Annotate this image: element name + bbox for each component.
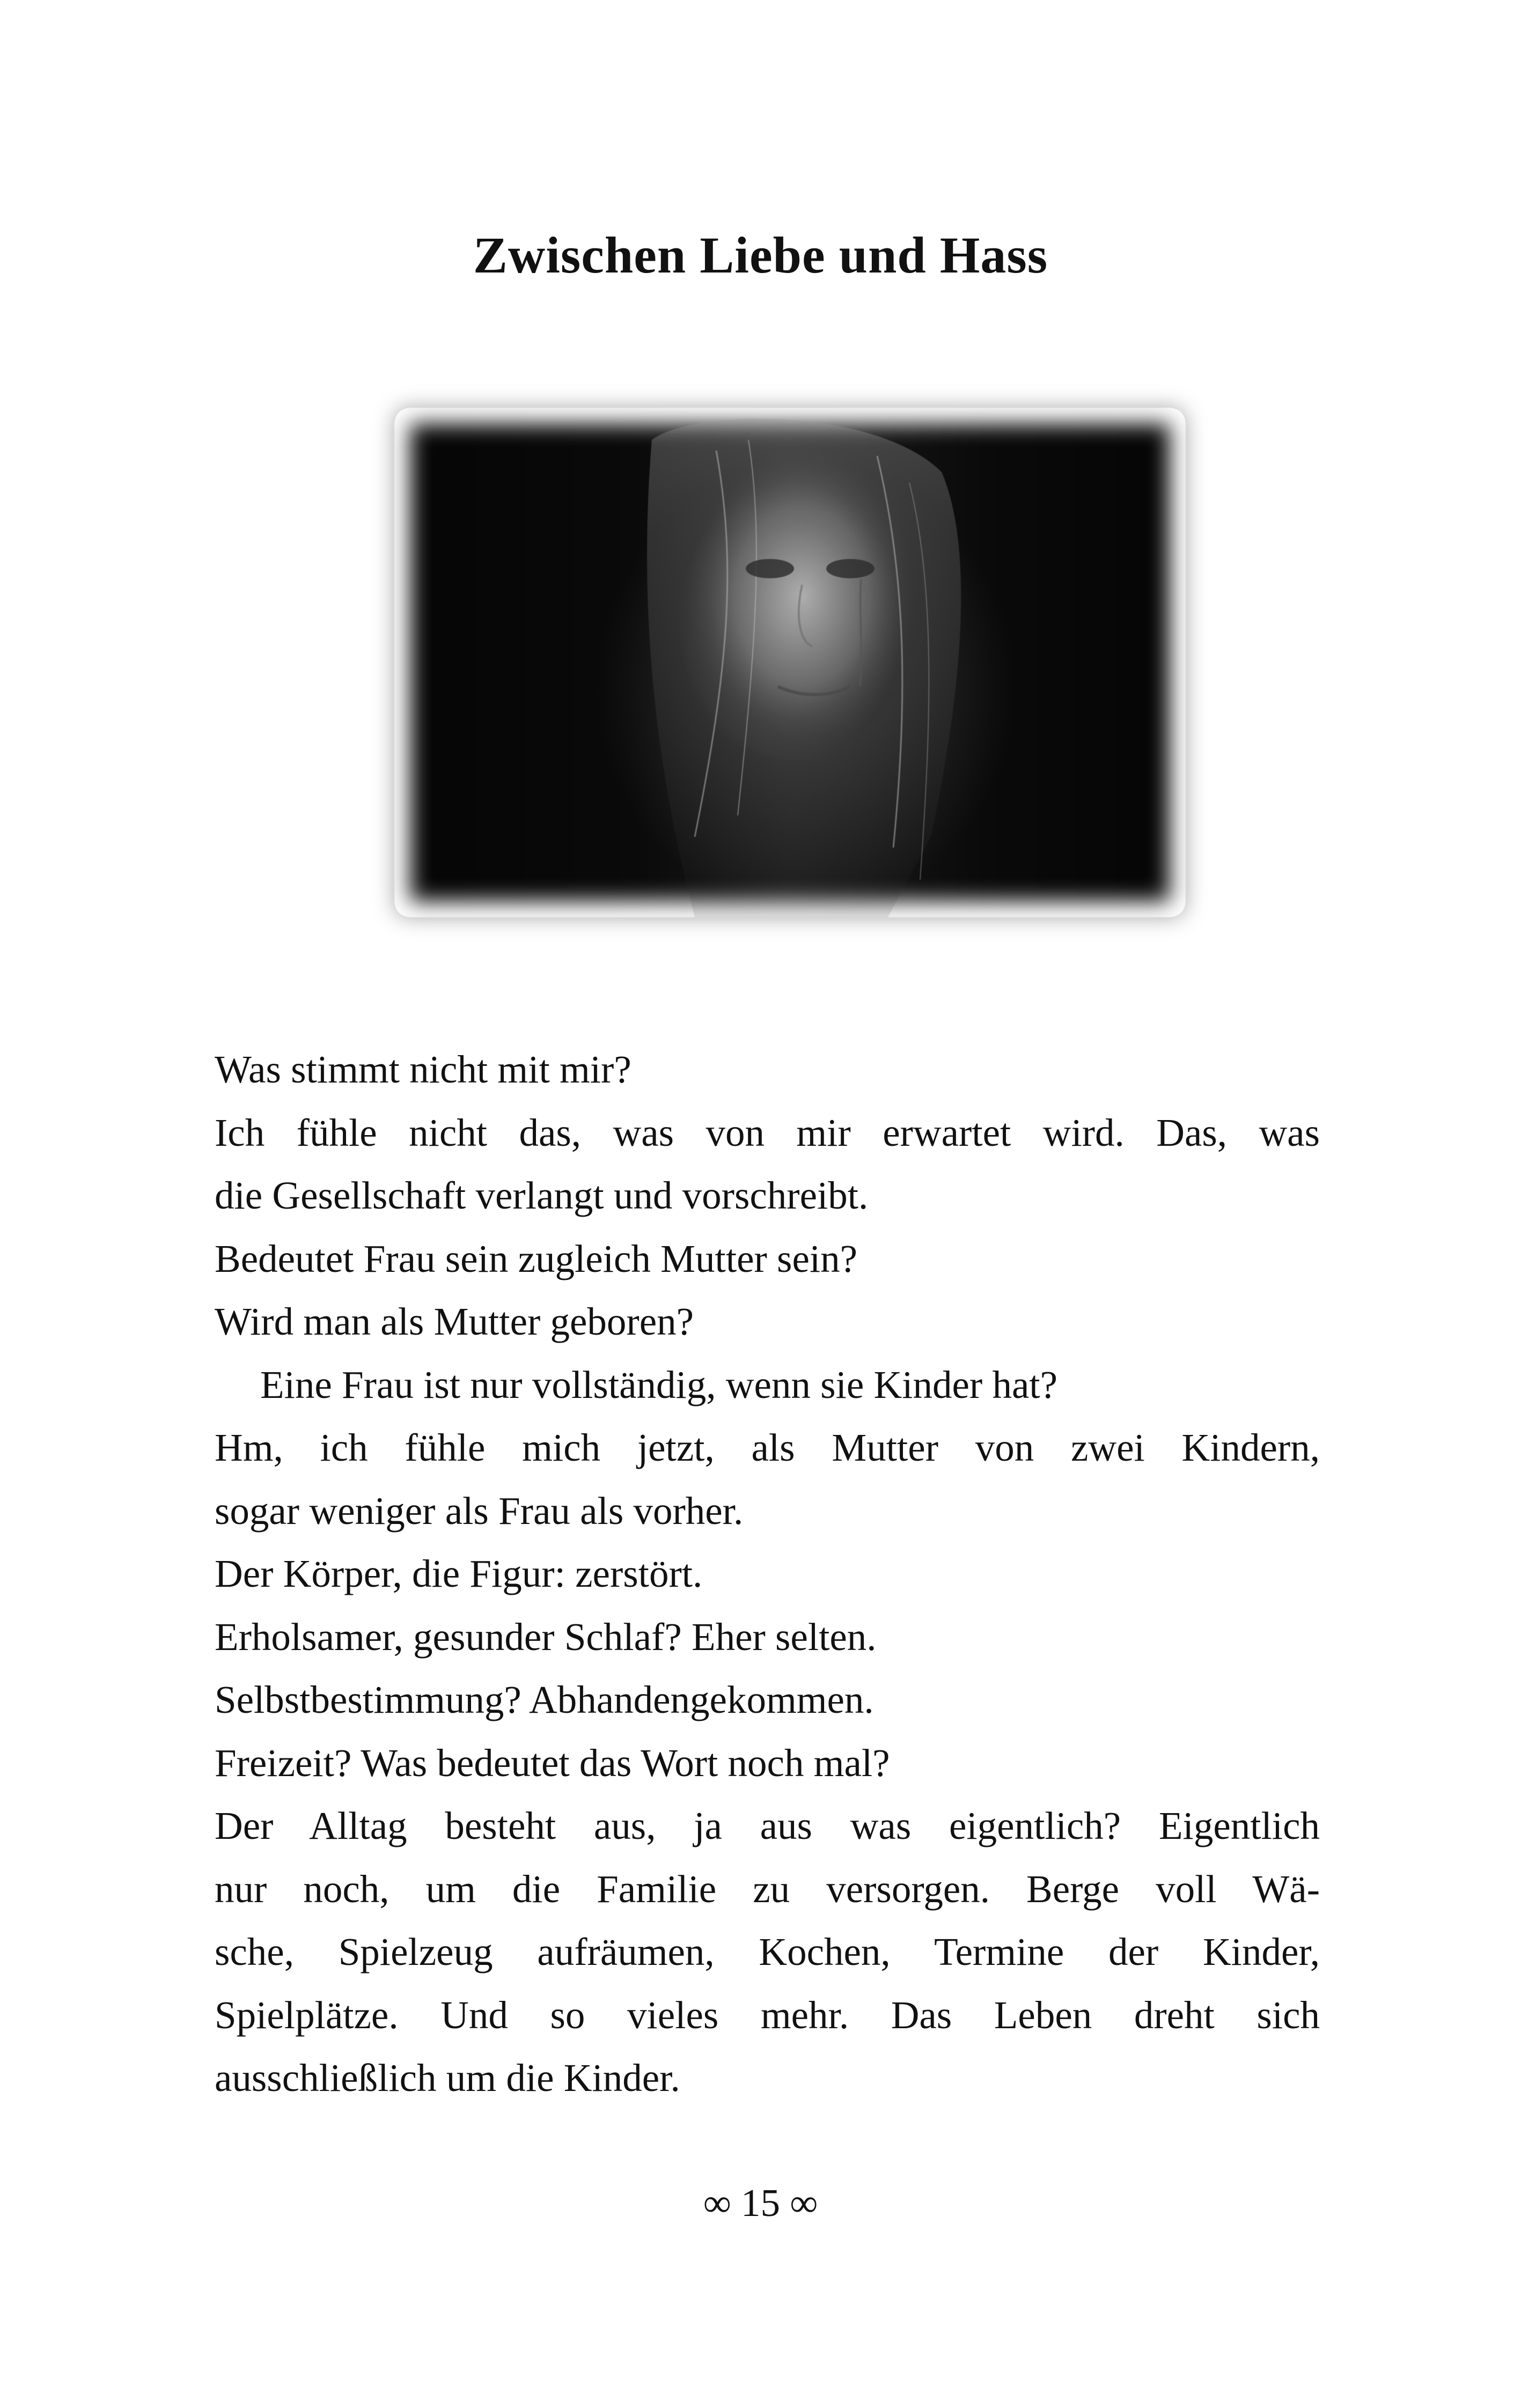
text-line: Hm, ich fühle mich jetzt, als Mutter von zwei Kindern, — [215, 1426, 1320, 1469]
text-line: nur noch, um die Familie zu versorgen. Berge voll Wä- — [215, 1867, 1320, 1911]
text-line: Selbstbestimmung? Abhandengekommen. — [215, 1678, 874, 1721]
text-line: Freizeit? Was bedeutet das Wort noch mal? — [215, 1741, 890, 1785]
chapter-title: Zwischen Liebe und Hass — [473, 226, 1048, 284]
crying-woman-photo — [394, 408, 1186, 917]
text-line: Ich fühle nicht das, was von mir erwartet wird. Das, was — [215, 1110, 1320, 1154]
text-line: Was stimmt nicht mit mir? — [215, 1048, 631, 1091]
text-line: Der Körper, die Figur: zerstört. — [215, 1552, 703, 1595]
text-line: sche, Spielzeug aufräumen, Kochen, Termine der Kinder, — [215, 1930, 1320, 1973]
text-line: Eine Frau ist nur vollständig, wenn sie Kinder hat? — [260, 1363, 1058, 1406]
text-line: sogar weniger als Frau als vorher. — [215, 1489, 744, 1533]
text-line: Spielplätze. Und so vieles mehr. Das Leben dreht sich — [215, 1993, 1320, 2037]
text-line: Erholsamer, gesunder Schlaf? Eher selten. — [215, 1615, 877, 1659]
text-line: Wird man als Mutter geboren? — [215, 1300, 694, 1343]
body-text — [215, 1038, 1320, 2110]
text-line: Der Alltag besteht aus, ja aus was eigentlich? Eigentlich — [215, 1804, 1320, 1847]
text-line: ausschließlich um die Kinder. — [215, 2056, 680, 2100]
photo-illustration — [394, 408, 1186, 917]
text-line: die Gesellschaft verlangt und vorschreibt. — [215, 1174, 869, 1217]
text-line: Bedeutet Frau sein zugleich Mutter sein? — [215, 1236, 858, 1280]
page-number: ∞ 15 ∞ — [703, 2181, 818, 2225]
